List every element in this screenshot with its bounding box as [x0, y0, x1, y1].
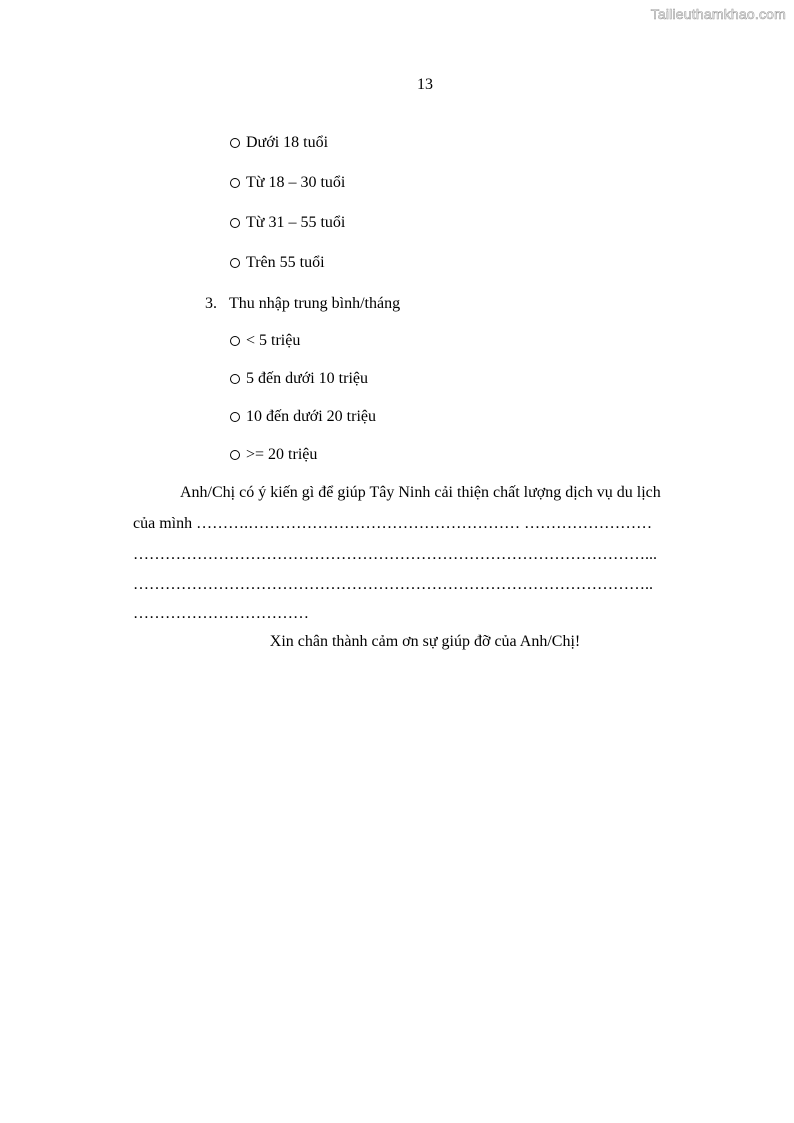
radio-circle-icon[interactable] [230, 258, 240, 268]
income-option-over-20[interactable] [230, 445, 317, 465]
option-label: Từ 18 – 30 tuổi [246, 174, 346, 191]
option-label: 5 đến dưới 10 triệu [246, 370, 368, 387]
watermark: Tailieuthamkhao.com [650, 6, 786, 22]
radio-circle-icon[interactable] [230, 412, 240, 422]
radio-circle-icon[interactable] [230, 450, 240, 460]
age-option-18-30[interactable] [230, 173, 345, 193]
age-option-31-55[interactable] [230, 213, 345, 233]
feedback-answer-line[interactable]: ……………………………………………………………………………………... [133, 546, 657, 563]
income-option-10-20[interactable] [230, 407, 376, 427]
option-label: < 5 triệu [246, 332, 301, 349]
option-label: Từ 31 – 55 tuổi [246, 214, 346, 231]
income-option-under-5[interactable] [230, 331, 300, 351]
radio-circle-icon[interactable] [230, 218, 240, 228]
closing-thanks: Xin chân thành cảm ơn sự giúp đỡ của Anh/Chị! [269, 633, 581, 650]
radio-circle-icon[interactable] [230, 336, 240, 346]
income-option-5-10[interactable] [230, 369, 368, 389]
option-label: Trên 55 tuổi [246, 254, 325, 271]
radio-circle-icon[interactable] [230, 138, 240, 148]
question-label: Thu nhập trung bình/tháng [229, 295, 401, 312]
age-option-under-18[interactable] [230, 133, 328, 153]
option-label: Dưới 18 tuổi [246, 134, 329, 151]
page-number: 13 [417, 76, 433, 93]
income-question [205, 294, 400, 314]
feedback-answer-line[interactable]: …………………………… [133, 605, 309, 622]
age-option-over-55[interactable] [230, 253, 325, 273]
feedback-prompt: Anh/Chị có ý kiến gì để giúp Tây Ninh cải thiện chất lượng dịch vụ du lịch [180, 484, 661, 501]
radio-circle-icon[interactable] [230, 374, 240, 384]
feedback-answer-line[interactable]: …………………………………………………………………………………….. [133, 576, 653, 593]
feedback-answer-line[interactable]: của mình ……….…………………………………………… …………………… [133, 515, 653, 532]
question-number: 3. [205, 295, 217, 312]
option-label: >= 20 triệu [246, 446, 318, 463]
radio-circle-icon[interactable] [230, 178, 240, 188]
option-label: 10 đến dưới 20 triệu [246, 408, 376, 425]
